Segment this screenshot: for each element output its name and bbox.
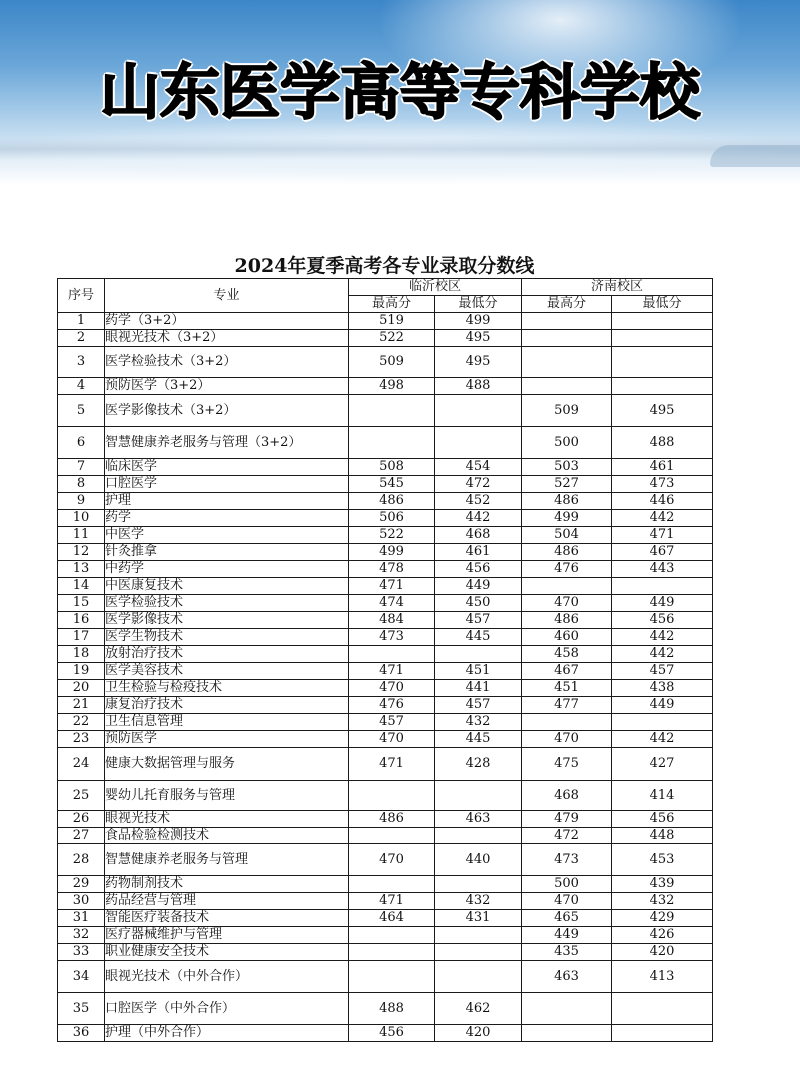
row-major: 健康大数据管理与服务 [105, 748, 349, 781]
row-seq: 16 [58, 612, 105, 629]
row-jinan-max [522, 347, 612, 378]
row-linyi-max [349, 927, 435, 944]
row-linyi-max: 486 [349, 493, 435, 510]
row-linyi-min: 432 [435, 893, 522, 910]
row-jinan-max: 500 [522, 427, 612, 459]
row-seq: 14 [58, 578, 105, 595]
row-linyi-max: 470 [349, 680, 435, 697]
row-seq: 1 [58, 313, 105, 330]
row-linyi-min: 420 [435, 1025, 522, 1042]
table-row [58, 910, 713, 927]
row-seq: 11 [58, 527, 105, 544]
row-linyi-min: 451 [435, 663, 522, 680]
row-seq: 24 [58, 748, 105, 781]
row-linyi-min [435, 961, 522, 993]
row-jinan-min: 420 [612, 944, 713, 961]
table-row [58, 629, 713, 646]
row-jinan-min [612, 378, 713, 395]
row-jinan-max: 451 [522, 680, 612, 697]
row-linyi-min: 445 [435, 731, 522, 748]
row-major: 医学检验技术（3+2） [105, 347, 349, 378]
row-linyi-max: 545 [349, 476, 435, 493]
row-major: 护理 [105, 493, 349, 510]
row-linyi-max: 508 [349, 459, 435, 476]
table-row [58, 561, 713, 578]
row-major: 护理（中外合作） [105, 1025, 349, 1042]
row-linyi-max [349, 781, 435, 811]
row-major: 预防医学（3+2） [105, 378, 349, 395]
header-jinan-min: 最低分 [612, 296, 713, 313]
table-row [58, 993, 713, 1025]
row-linyi-max: 470 [349, 844, 435, 876]
row-jinan-max: 449 [522, 927, 612, 944]
row-seq: 3 [58, 347, 105, 378]
row-jinan-min [612, 714, 713, 731]
row-jinan-min: 456 [612, 811, 713, 828]
row-jinan-min: 471 [612, 527, 713, 544]
row-jinan-min: 413 [612, 961, 713, 993]
row-linyi-min: 462 [435, 993, 522, 1025]
row-seq: 8 [58, 476, 105, 493]
row-jinan-min: 495 [612, 395, 713, 427]
row-major: 智慧健康养老服务与管理（3+2） [105, 427, 349, 459]
row-seq: 10 [58, 510, 105, 527]
row-jinan-min: 442 [612, 510, 713, 527]
banner-haze [0, 138, 800, 160]
admission-score-table [57, 278, 713, 1042]
row-seq: 7 [58, 459, 105, 476]
row-linyi-max: 471 [349, 663, 435, 680]
row-jinan-min: 449 [612, 595, 713, 612]
row-linyi-max: 456 [349, 1025, 435, 1042]
table-row [58, 961, 713, 993]
row-linyi-min: 428 [435, 748, 522, 781]
row-linyi-min: 495 [435, 330, 522, 347]
row-seq: 29 [58, 876, 105, 893]
row-linyi-min: 440 [435, 844, 522, 876]
row-linyi-min: 461 [435, 544, 522, 561]
row-jinan-min: 488 [612, 427, 713, 459]
row-linyi-max: 476 [349, 697, 435, 714]
row-linyi-max: 488 [349, 993, 435, 1025]
row-linyi-min [435, 395, 522, 427]
row-seq: 33 [58, 944, 105, 961]
row-jinan-max [522, 330, 612, 347]
row-jinan-max: 470 [522, 731, 612, 748]
row-linyi-min: 441 [435, 680, 522, 697]
row-jinan-max: 486 [522, 612, 612, 629]
row-seq: 2 [58, 330, 105, 347]
table-row [58, 476, 713, 493]
table-row [58, 313, 713, 330]
row-seq: 4 [58, 378, 105, 395]
row-major: 眼视光技术（中外合作） [105, 961, 349, 993]
row-major: 卫生检验与检疫技术 [105, 680, 349, 697]
row-seq: 12 [58, 544, 105, 561]
row-jinan-max: 473 [522, 844, 612, 876]
row-linyi-max: 484 [349, 612, 435, 629]
row-major: 医学影像技术 [105, 612, 349, 629]
table-row [58, 527, 713, 544]
row-jinan-min: 432 [612, 893, 713, 910]
row-jinan-min: 443 [612, 561, 713, 578]
row-linyi-min [435, 781, 522, 811]
row-major: 医学美容技术 [105, 663, 349, 680]
row-major: 药学（3+2） [105, 313, 349, 330]
row-major: 康复治疗技术 [105, 697, 349, 714]
table-row [58, 844, 713, 876]
row-linyi-max: 522 [349, 527, 435, 544]
row-major: 职业健康安全技术 [105, 944, 349, 961]
row-jinan-min: 439 [612, 876, 713, 893]
row-seq: 21 [58, 697, 105, 714]
row-linyi-min: 449 [435, 578, 522, 595]
table-row [58, 612, 713, 629]
row-linyi-max: 478 [349, 561, 435, 578]
row-seq: 32 [58, 927, 105, 944]
table-row [58, 781, 713, 811]
row-seq: 9 [58, 493, 105, 510]
table-row [58, 646, 713, 663]
row-linyi-min: 499 [435, 313, 522, 330]
row-linyi-min [435, 427, 522, 459]
row-seq: 19 [58, 663, 105, 680]
table-row [58, 944, 713, 961]
row-jinan-min: 414 [612, 781, 713, 811]
table-row [58, 544, 713, 561]
row-linyi-max: 506 [349, 510, 435, 527]
row-linyi-max: 471 [349, 578, 435, 595]
row-linyi-min: 432 [435, 714, 522, 731]
row-jinan-max [522, 578, 612, 595]
row-major: 卫生信息管理 [105, 714, 349, 731]
row-seq: 13 [58, 561, 105, 578]
school-name-title: 山东医学高等专科学校 [100, 58, 700, 128]
row-jinan-max: 463 [522, 961, 612, 993]
row-jinan-min: 442 [612, 646, 713, 663]
row-major: 药学 [105, 510, 349, 527]
row-jinan-min: 448 [612, 828, 713, 844]
row-seq: 30 [58, 893, 105, 910]
table-row [58, 595, 713, 612]
row-major: 中药学 [105, 561, 349, 578]
table-body [58, 313, 713, 1042]
header-linyi-max: 最高分 [349, 296, 435, 313]
row-linyi-max: 457 [349, 714, 435, 731]
row-jinan-max [522, 993, 612, 1025]
row-seq: 5 [58, 395, 105, 427]
table-title: 2024年夏季高考各专业录取分数线 [234, 255, 535, 277]
row-major: 药物制剂技术 [105, 876, 349, 893]
row-linyi-max [349, 828, 435, 844]
table-row [58, 663, 713, 680]
row-linyi-min: 472 [435, 476, 522, 493]
row-jinan-max: 468 [522, 781, 612, 811]
row-jinan-min: 461 [612, 459, 713, 476]
row-linyi-max: 522 [349, 330, 435, 347]
row-major: 食品检验检测技术 [105, 828, 349, 844]
row-linyi-min: 456 [435, 561, 522, 578]
row-jinan-max: 476 [522, 561, 612, 578]
row-linyi-max [349, 944, 435, 961]
row-major: 口腔医学（中外合作） [105, 993, 349, 1025]
row-major: 临床医学 [105, 459, 349, 476]
row-major: 智能医疗装备技术 [105, 910, 349, 927]
row-linyi-min: 452 [435, 493, 522, 510]
row-linyi-min [435, 927, 522, 944]
row-major: 预防医学 [105, 731, 349, 748]
header-campus-linyi: 临沂校区 [349, 279, 522, 296]
row-linyi-min: 431 [435, 910, 522, 927]
row-jinan-min: 467 [612, 544, 713, 561]
row-major: 医学检验技术 [105, 595, 349, 612]
row-linyi-max: 519 [349, 313, 435, 330]
header-campus-jinan: 济南校区 [522, 279, 713, 296]
row-seq: 15 [58, 595, 105, 612]
table-row [58, 330, 713, 347]
row-major: 医学生物技术 [105, 629, 349, 646]
row-major: 口腔医学 [105, 476, 349, 493]
row-jinan-min [612, 993, 713, 1025]
row-linyi-max [349, 395, 435, 427]
row-major: 眼视光技术（3+2） [105, 330, 349, 347]
row-linyi-max: 486 [349, 811, 435, 828]
row-seq: 6 [58, 427, 105, 459]
table-row [58, 893, 713, 910]
row-jinan-max: 470 [522, 893, 612, 910]
table-row [58, 1025, 713, 1042]
row-seq: 23 [58, 731, 105, 748]
row-jinan-max: 470 [522, 595, 612, 612]
row-linyi-max: 464 [349, 910, 435, 927]
row-jinan-min: 453 [612, 844, 713, 876]
row-major: 医学影像技术（3+2） [105, 395, 349, 427]
banner-hill [710, 145, 800, 167]
row-jinan-max: 503 [522, 459, 612, 476]
row-seq: 17 [58, 629, 105, 646]
table-row [58, 578, 713, 595]
row-linyi-max [349, 427, 435, 459]
row-jinan-min: 456 [612, 612, 713, 629]
table-row [58, 347, 713, 378]
row-jinan-max: 477 [522, 697, 612, 714]
row-jinan-min [612, 347, 713, 378]
row-linyi-max: 498 [349, 378, 435, 395]
row-jinan-min: 442 [612, 629, 713, 646]
row-jinan-max: 527 [522, 476, 612, 493]
header-banner [0, 0, 800, 185]
row-linyi-max: 509 [349, 347, 435, 378]
row-major: 医疗器械维护与管理 [105, 927, 349, 944]
row-linyi-max: 499 [349, 544, 435, 561]
row-jinan-min: 442 [612, 731, 713, 748]
row-jinan-min: 449 [612, 697, 713, 714]
row-jinan-min: 473 [612, 476, 713, 493]
row-jinan-max: 500 [522, 876, 612, 893]
row-jinan-max: 472 [522, 828, 612, 844]
row-jinan-min: 446 [612, 493, 713, 510]
row-jinan-max [522, 714, 612, 731]
row-linyi-min [435, 828, 522, 844]
row-jinan-min: 438 [612, 680, 713, 697]
row-linyi-min: 450 [435, 595, 522, 612]
table-row [58, 459, 713, 476]
table-row [58, 748, 713, 781]
table-row [58, 493, 713, 510]
row-jinan-max: 435 [522, 944, 612, 961]
row-major: 中医康复技术 [105, 578, 349, 595]
row-linyi-max: 471 [349, 748, 435, 781]
row-jinan-max: 465 [522, 910, 612, 927]
row-major: 眼视光技术 [105, 811, 349, 828]
row-linyi-min: 445 [435, 629, 522, 646]
row-seq: 36 [58, 1025, 105, 1042]
table-row [58, 427, 713, 459]
row-seq: 27 [58, 828, 105, 844]
row-major: 中医学 [105, 527, 349, 544]
row-major: 放射治疗技术 [105, 646, 349, 663]
row-linyi-min: 495 [435, 347, 522, 378]
row-jinan-max [522, 313, 612, 330]
row-linyi-min: 488 [435, 378, 522, 395]
table-row [58, 876, 713, 893]
row-linyi-min: 454 [435, 459, 522, 476]
row-linyi-min [435, 876, 522, 893]
row-jinan-min [612, 1025, 713, 1042]
table-row [58, 697, 713, 714]
row-jinan-min [612, 578, 713, 595]
table-row [58, 731, 713, 748]
table-row [58, 811, 713, 828]
row-seq: 28 [58, 844, 105, 876]
row-jinan-max: 486 [522, 544, 612, 561]
row-seq: 25 [58, 781, 105, 811]
row-seq: 20 [58, 680, 105, 697]
row-jinan-min: 429 [612, 910, 713, 927]
row-seq: 35 [58, 993, 105, 1025]
row-jinan-max: 460 [522, 629, 612, 646]
table-row [58, 927, 713, 944]
row-linyi-min: 468 [435, 527, 522, 544]
row-linyi-max [349, 876, 435, 893]
header-seq: 序号 [58, 279, 105, 313]
row-seq: 18 [58, 646, 105, 663]
header-linyi-min: 最低分 [435, 296, 522, 313]
table-row [58, 680, 713, 697]
row-linyi-min: 457 [435, 697, 522, 714]
table-row [58, 378, 713, 395]
header-major: 专业 [105, 279, 349, 313]
row-jinan-max: 475 [522, 748, 612, 781]
header-jinan-max: 最高分 [522, 296, 612, 313]
row-jinan-max: 499 [522, 510, 612, 527]
row-jinan-max: 467 [522, 663, 612, 680]
row-jinan-min: 426 [612, 927, 713, 944]
row-linyi-max: 471 [349, 893, 435, 910]
row-seq: 31 [58, 910, 105, 927]
row-jinan-max: 509 [522, 395, 612, 427]
row-linyi-max [349, 961, 435, 993]
row-major: 婴幼儿托育服务与管理 [105, 781, 349, 811]
row-jinan-min [612, 330, 713, 347]
row-major: 针灸推拿 [105, 544, 349, 561]
row-jinan-max [522, 1025, 612, 1042]
row-linyi-min: 442 [435, 510, 522, 527]
row-linyi-max [349, 646, 435, 663]
table-row [58, 714, 713, 731]
row-linyi-max: 470 [349, 731, 435, 748]
row-linyi-min: 457 [435, 612, 522, 629]
row-jinan-max: 504 [522, 527, 612, 544]
row-jinan-max: 479 [522, 811, 612, 828]
row-jinan-max [522, 378, 612, 395]
row-linyi-min [435, 944, 522, 961]
row-linyi-max: 473 [349, 629, 435, 646]
row-jinan-max: 458 [522, 646, 612, 663]
row-jinan-max: 486 [522, 493, 612, 510]
row-jinan-min: 427 [612, 748, 713, 781]
row-seq: 34 [58, 961, 105, 993]
table-row [58, 828, 713, 844]
row-seq: 26 [58, 811, 105, 828]
row-linyi-max: 474 [349, 595, 435, 612]
row-jinan-min [612, 313, 713, 330]
row-linyi-min: 463 [435, 811, 522, 828]
row-jinan-min: 457 [612, 663, 713, 680]
row-major: 智慧健康养老服务与管理 [105, 844, 349, 876]
row-seq: 22 [58, 714, 105, 731]
row-major: 药品经营与管理 [105, 893, 349, 910]
table-row [58, 510, 713, 527]
table-row [58, 395, 713, 427]
row-linyi-min [435, 646, 522, 663]
